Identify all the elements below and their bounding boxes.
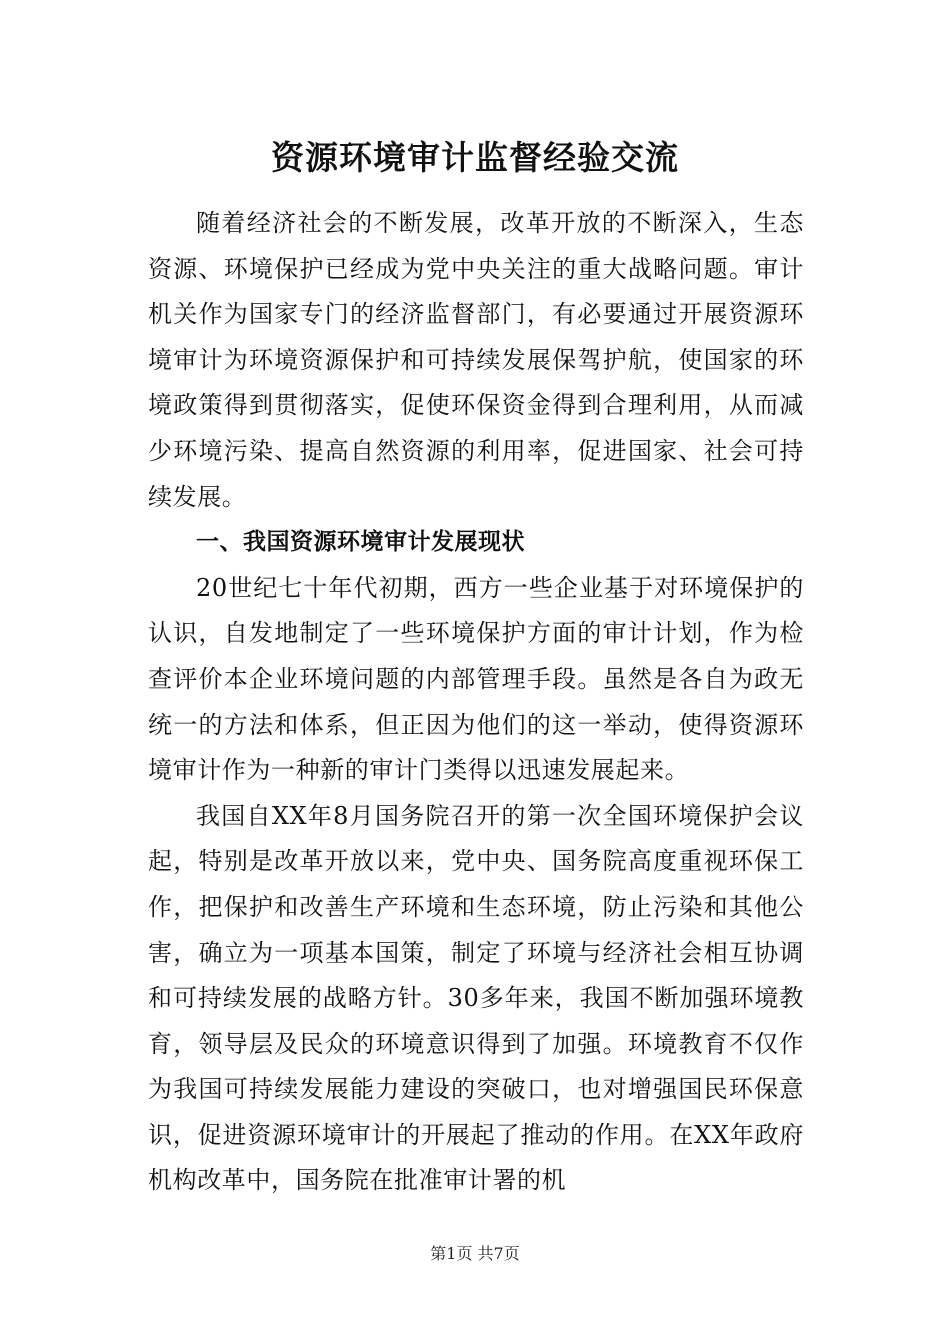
intro-paragraph: 随着经济社会的不断发展，改革开放的不断深入，生态资源、环境保护已经成为党中央关注的重大战略问题。审计机关作为国家专门的经济监督部门，有必要通过开展资源环境审计为环境资源保护和可持续发展保驾护航，使国家的环境政策得到贯彻落实，促使环保资金得到合理利用，从而减少环境污染、提高自然资源的利用率，促进国家、社会可持续发展。 [148,209,804,511]
section-heading: 一、我国资源环境审计发展现状 [196,529,525,556]
body-paragraph-history: 20世纪七十年代初期，西方一些企业基于对环境保护的认识，自发地制定了一些环境保护方面的审计计划，作为检查评价本企业环境问题的内部管理手段。虽然是各自为政无统一的方法和体系，但正因为他们的这一举动，使得资源环境审计作为一种新的审计门类得以迅速发展起来。 [148,573,804,785]
document-body [148,201,804,1204]
document-title: 资源环境审计监督经验交流 [271,138,679,177]
page-number-footer: 第1页 共7页 [430,1244,520,1263]
body-paragraph-china: 我国自XX年8月国务院召开的第一次全国环境保护会议起，特别是改革开放以来，党中央、国务院高度重视环保工作，把保护和改善生产环境和生态环境，防止污染和其他公害，确立为一项基本国策，制定了环境与经济社会相互协调和可持续发展的战略方针。30多年来，我国不断加强环境教育，领导层及民众的环境意识得到了加强。环境教育不仅作为我国可持续发展能力建设的突破口，也对增强国民环保意识，促进资源环境审计的开展起了推动的作用。在XX年政府机构改革中，国务院在批准审计署的机 [148,801,804,1195]
